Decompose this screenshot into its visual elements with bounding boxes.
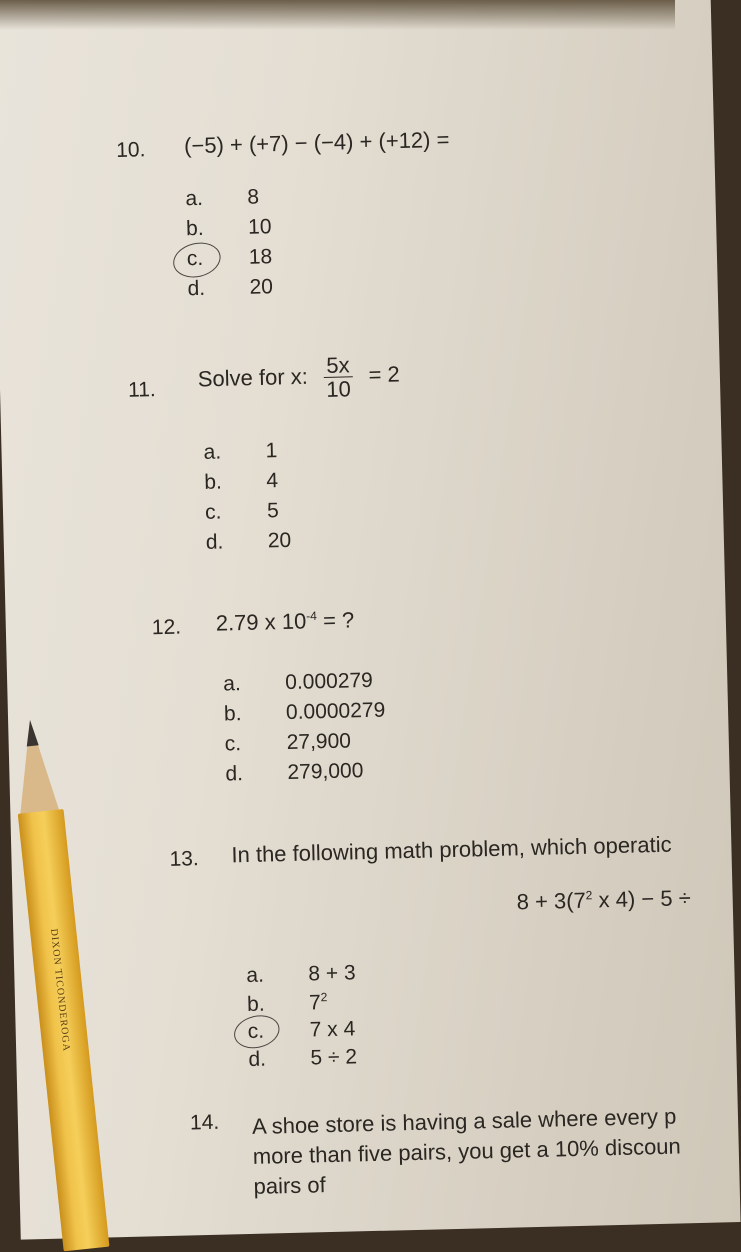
question-13-option-a[interactable] [246,961,356,988]
option-letter: d. [187,276,206,301]
question-12-base: 2.79 x 10 [215,608,307,636]
question-10-option-a[interactable] [185,185,259,211]
question-12-number: 12. [151,615,182,640]
question-12-tail: = ? [316,607,355,634]
fraction-denominator: 10 [325,376,352,402]
expression-part-a: 8 + 3(7 [516,887,587,915]
question-11-prompt-equals: = 2 [368,361,401,388]
fraction [323,353,353,401]
option-value: 20 [249,275,274,299]
option-value: 0.000279 [284,668,374,694]
question-14-number: 14. [189,1110,220,1135]
option-value: 5 [266,499,280,523]
option-letter: d. [248,1047,267,1072]
question-10-prompt: (−5) + (+7) − (−4) + (+12) = [183,126,450,159]
option-value: 0.0000279 [285,698,386,724]
question-12-option-d[interactable] [225,759,363,786]
question-12-option-a[interactable] [223,669,373,697]
page-edge-shadow [0,0,675,30]
fraction-numerator: 5x [323,353,352,378]
question-12-exponent: -4 [305,608,317,624]
option-value: 7 [308,991,322,1015]
question-13-prompt: In the following math problem, which operatic [231,831,672,868]
option-letter: d. [225,762,244,786]
question-13-expression [516,885,691,915]
option-letter: a. [246,963,265,988]
option-letter: b. [223,702,242,726]
question-14-line-3: pairs of [253,1172,326,1199]
option-value: 5 ÷ 2 [310,1045,358,1070]
option-value: 8 + 3 [308,961,356,986]
option-letter: c. [224,732,242,756]
option-letter: c. [247,1019,265,1044]
question-14-line-1: A shoe store is having a sale where every p [251,1103,677,1139]
option-value: 27,900 [286,729,352,754]
question-11-option-b[interactable] [204,469,278,495]
option-letter: b. [246,992,265,1017]
option-letter: a. [185,186,204,211]
question-11-prompt-text: Solve for x: [197,363,309,392]
question-12-option-b[interactable] [224,699,386,727]
option-letter: b. [185,216,204,241]
option-value: 18 [248,245,273,269]
option-letter: d. [205,530,224,554]
option-value: 8 [247,185,260,209]
question-10-number: 10. [115,138,146,162]
option-letter: c. [186,246,204,271]
option-value: 1 [265,439,278,463]
question-14-line-2: more than five pairs, you get a 10% discoun [252,1133,682,1169]
question-13-number: 13. [169,847,200,871]
question-12-prompt [215,607,354,636]
pencil-lead [24,719,39,746]
pencil-brand-text: DIXON TICONDEROGA [47,928,72,1053]
question-11-option-a[interactable] [203,439,277,465]
option-letter: a. [222,672,242,696]
option-value: 279,000 [287,759,364,784]
question-11-option-d[interactable] [206,529,292,555]
question-10-option-b[interactable] [186,215,272,241]
option-exponent: 2 [320,990,328,1005]
option-value: 7 x 4 [309,1017,356,1042]
option-value: 10 [247,215,272,239]
expression-part-b: x 4) − 5 ÷ [592,885,692,913]
expression-exponent: 2 [585,888,593,903]
question-11-prompt [197,352,400,404]
question-11-option-c[interactable] [205,499,279,525]
option-letter: a. [203,440,222,464]
option-value: 4 [266,469,279,493]
question-13-option-d[interactable] [248,1045,357,1072]
question-13-option-b[interactable] [247,990,328,1017]
question-10-option-d[interactable] [187,275,273,301]
option-letter: c. [204,500,222,524]
option-letter: b. [204,470,223,494]
option-value: 20 [267,528,292,553]
question-12-option-c[interactable] [224,729,351,756]
question-11-number: 11. [127,378,156,402]
answer-circle-q10 [170,238,225,282]
